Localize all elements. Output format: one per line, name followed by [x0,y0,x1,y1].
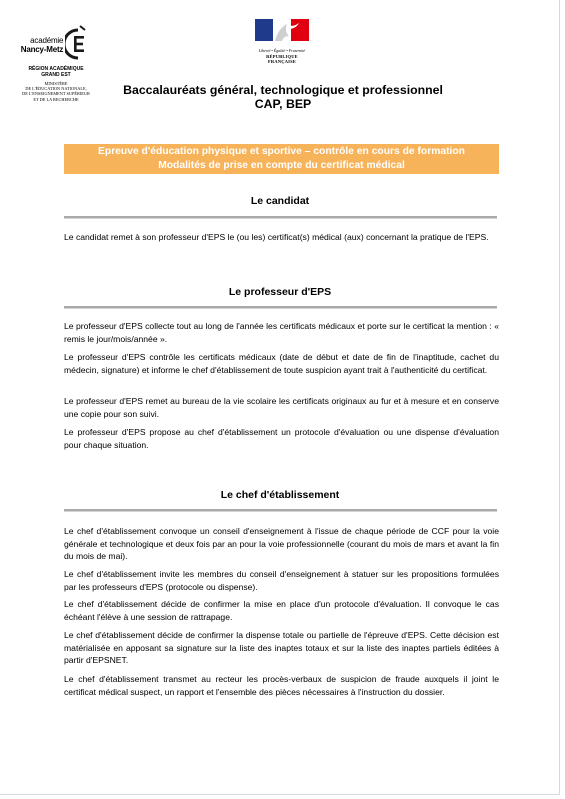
title-line-2: CAP, BEP [254,97,312,111]
banner-line-2: Modalités de prise en compte du certificat médical [158,159,405,171]
academy-logo [14,24,98,102]
paragraph: Le professeur d'EPS propose au chef d'établissement un protocole d'évaluation ou une dispense d'évaluation pour chaque situation. [64,427,499,450]
document-title [118,83,448,111]
academy-word: académie [30,36,64,45]
section-heading-candidat: Le candidat [250,195,310,207]
ministry-text: MINISTÈRE DE L'ÉDUCATION NATIONALE, DE L'ENSEIGNEMENT SUPÉRIEUR ET DE LA RECHERCHE [22,81,90,102]
title-line-1: Baccalauréats général, technologique et professionnel [123,83,443,97]
paragraph: Le chef d'établissement transmet au recteur les procès-verbaux de suspicion de fraude auxquels il joint le certificat médical suspect, un rapport et l'ensemble des pièces nécessaires à l'instruction du dossier. [64,674,499,697]
section-rule [64,216,497,219]
republic-name: RÉPUBLIQUE FRANÇAISE [266,54,298,64]
marianne-flag-icon [255,19,309,41]
paragraph: Le chef d'établissement décide de confirmer la dispense totale ou partielle de l'épreuve d'EPS. Cette décision est matérialisée en apposant sa signature sur la liste des inaptes totaux et sur la liste des inaptes partiels éditées à partir d'EPSNET. [64,630,499,665]
section-rule [64,509,497,512]
paragraph: Le professeur d'EPS remet au bureau de la vie scolaire les certificats originaux au fur et à mesure et en conserve une copie pour son suivi. [64,396,499,419]
paragraph: Le candidat remet à son professeur d'EPS le (ou les) certificat(s) médical (aux) concernant la pratique de l'EPS. [64,232,489,242]
academy-e-emblem [65,24,91,64]
section-heading-professeur: Le professeur d'EPS [228,286,332,298]
paragraph: Le professeur d'EPS collecte tout au long de l'année les certificats médicaux et porte sur le certificat la mention : « remis le jour/mois/année ». [64,321,499,344]
paragraph: Le chef d'établissement invite les membres du conseil d'enseignement à statuer sur les propositions formulées par les professeurs d'EPS (protocole ou dispense). [64,569,499,592]
paragraph: Le professeur d'EPS contrôle les certificats médicaux (date de début et date de fin de l'inaptitude, cachet du médecin, signature) et informe le chef d'établissement de toute suspicion ayant trait à l'authenticité du certificat. [64,352,499,375]
banner-line-1: Epreuve d'éducation physique et sportive – contrôle en cours de formation [98,146,465,157]
republic-motto: Liberté • Égalité • Fraternité [258,48,306,53]
academy-wordmark [21,36,63,54]
subject-banner [64,144,499,174]
paragraph: Le chef d'établissement convoque un conseil d'enseignement à l'issue de chaque période de CCF pour la voie générale et technologique et deux fois par an pour la voie professionnelle (courant du mois de mars et avant la fin du mois de mai). [64,526,499,561]
academy-city: Nancy-Metz [20,45,64,54]
marianne-logo [252,19,312,64]
region-name: RÉGION ACADÉMIQUE GRAND EST [28,66,84,78]
academy-mark [14,24,98,64]
paragraph: Le chef d'établissement décide de confirmer la mise en place d'un protocole d'évaluation. Il convoque le cas échéant l'élève à une session de rattrapage. [64,599,499,622]
section-heading-chef: Le chef d'établissement [220,489,340,501]
section-rule [64,306,497,309]
